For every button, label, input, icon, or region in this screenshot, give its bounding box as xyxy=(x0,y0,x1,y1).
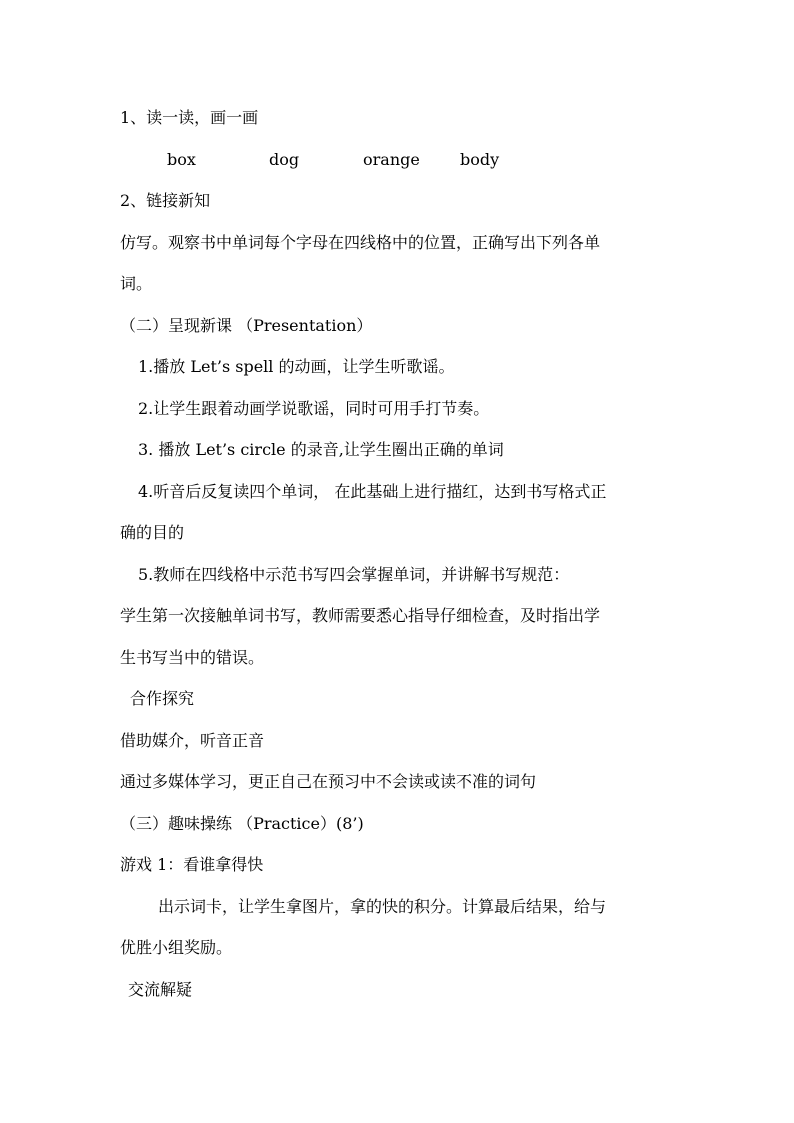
paragraph-line: 仿写。观察书中单词每个字母在四线格中的位置，正确写出下列各单 xyxy=(120,233,601,252)
cooperation-heading: 合作探究 xyxy=(130,689,195,708)
word-item: body xyxy=(460,150,500,169)
section2-heading: 2、链接新知 xyxy=(120,191,211,210)
exchange-heading: 交流解疑 xyxy=(128,980,193,999)
step-item: 4.听音后反复读四个单词， 在此基础上进行描红，达到书写格式正 xyxy=(138,482,607,501)
word-item: box xyxy=(167,150,196,169)
presentation-heading: （二）呈现新课 （Presentation） xyxy=(120,316,373,335)
word-item: orange xyxy=(363,150,420,169)
game-title: 游戏 1：看谁拿得快 xyxy=(120,855,264,874)
step-item: 2.让学生跟着动画学说歌谣，同时可用手打节奏。 xyxy=(138,399,490,418)
paragraph-line: 借助媒介，听音正音 xyxy=(120,731,265,750)
paragraph-line: 优胜小组奖励。 xyxy=(120,938,233,957)
paragraph-line: 生书写当中的错误。 xyxy=(120,648,265,667)
practice-heading: （三）趣味操练 （Practice）(8’) xyxy=(120,814,364,833)
step-item: 3. 播放 Let’s circle 的录音,让学生圈出正确的单词 xyxy=(138,440,504,459)
paragraph-line: 学生第一次接触单词书写，教师需要悉心指导仔细检查，及时指出学 xyxy=(120,606,601,625)
section1-heading: 1、读一读，画一画 xyxy=(120,108,259,127)
step-item: 5.教师在四线格中示范书写四会掌握单词，并讲解书写规范： xyxy=(138,565,570,584)
step-item-continued: 确的目的 xyxy=(120,523,185,542)
paragraph-line: 出示词卡，让学生拿图片，拿的快的积分。计算最后结果，给与 xyxy=(158,897,607,916)
paragraph-line: 通过多媒体学习，更正自己在预习中不会读或读不准的词句 xyxy=(120,772,537,791)
word-item: dog xyxy=(269,150,300,169)
step-item: 1.播放 Let’s spell 的动画，让学生听歌谣。 xyxy=(138,357,455,376)
word-list xyxy=(0,150,794,170)
paragraph-line: 词。 xyxy=(120,274,153,293)
